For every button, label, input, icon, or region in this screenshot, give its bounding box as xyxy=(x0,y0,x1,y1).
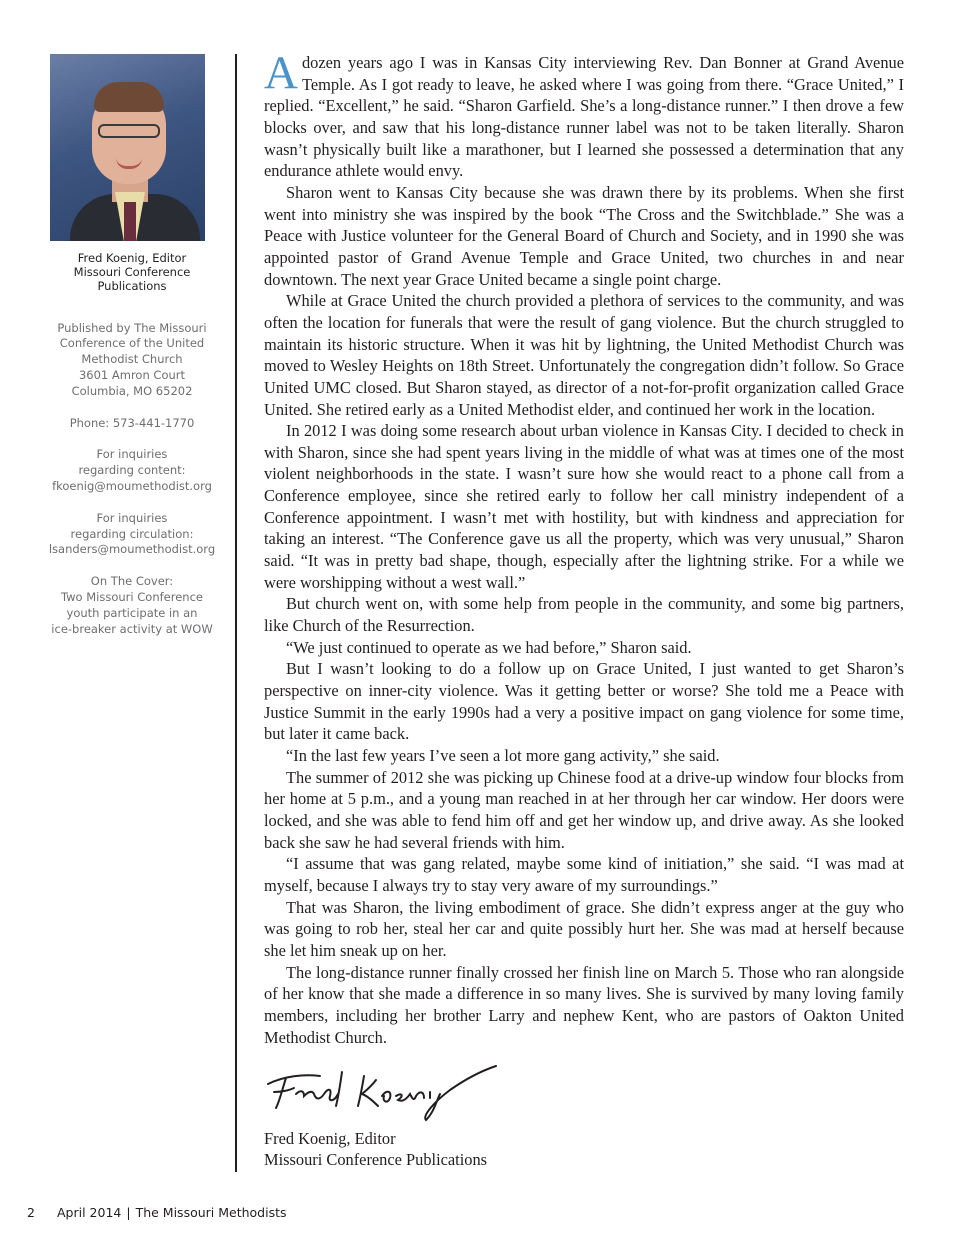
article-paragraph: “We just continued to operate as we had before,” Sharon said. xyxy=(286,637,692,657)
editor-photo xyxy=(50,54,205,241)
article-paragraph: While at Grace United the church provided a plethora of services to the community, and was often the location for funerals that were the result of gang violence. But the church struggled to maintain its historic structure. When it was hit by lightning, the United Methodist Church was moved to Wesley Heights on 18th Street. Unfortunately the congregation didn’t follow. So Grace United UMC closed. But Sharon stayed, as director of a not-for-profit organization called Grace United. She retired early as a United Methodist elder, and continued her work in the location. xyxy=(264,291,904,419)
publication-name: The Missouri Methodists xyxy=(135,1205,287,1220)
caption-line: Publications xyxy=(97,279,167,294)
issue-date: April 2014 xyxy=(57,1205,122,1220)
sidebar xyxy=(48,54,216,637)
article-paragraph: The long-distance runner finally crossed her finish line on March 5. Those who ran alongside of her know that she made a difference in so many lives. She is survived by many loving family members, including her brother Larry and nephew Kent, who are pastors of Oakton United Methodist Church. xyxy=(264,962,904,1047)
article-paragraph: But church went on, with some help from people in the community, and some big partners, like Church of the Resurrection. xyxy=(264,594,904,636)
signoff-name: Fred Koenig, Editor xyxy=(264,1128,396,1148)
caption-line: Fred Koenig, Editor xyxy=(77,251,187,265)
article-paragraph: The summer of 2012 she was picking up Chinese food at a drive-up window four blocks from her home at 5 p.m., and a young man reached in at her through her car window. Her doors were locked, and she was able to fend him off and get her window up, and drive away. As she looked back she saw he had several friends with him. xyxy=(264,767,904,852)
drop-cap: A xyxy=(264,47,298,99)
cover-description: On The Cover: Two Missouri Conference youth participate in an ice-breaker activity at WOW xyxy=(51,574,213,636)
caption-line: Missouri Conference xyxy=(73,265,191,280)
signoff xyxy=(264,1128,904,1171)
article-paragraph: Sharon went to Kansas City because she was drawn there by its problems. When she first went into ministry she was inspired by the book “The Cross and the Switchblade.” She was a Peace with Justice volunteer for the General Board of Church and Society, and in 1990 she was appointed pastor of Grand Avenue Temple and Grace United, two churches in and near downtown. The next year Grace United became a single point charge. xyxy=(264,182,904,289)
article-paragraph: “I assume that was gang related, maybe some kind of initiation,” she said. “I was mad at myself, because I always try to stay very aware of my surroundings.” xyxy=(264,854,904,895)
editorial-article xyxy=(264,47,904,1171)
article-paragraph: “In the last few years I’ve seen a lot more gang activity,” she said. xyxy=(286,746,720,765)
page-number: 2 xyxy=(27,1205,35,1220)
footer-separator: | xyxy=(126,1205,131,1220)
photo-caption xyxy=(48,251,216,294)
article-paragraph: Adozen years ago I was in Kansas City interviewing Rev. Dan Bonner at Grand Avenue Temple. As I got ready to leave, he asked where I was going from there. “Grace United,” I replied. “Excellent,” he said. “Sharon Garfield. She’s a long-distance runner.” I then drove a few blocks over, and saw that his long-distance runner label was not to be taken literally. Sharon wasn’t physically built like a marathoner, but I learned she possessed a determination that any endurance athlete would envy. xyxy=(264,47,904,181)
signoff-title: Missouri Conference Publications xyxy=(264,1150,488,1170)
publisher-info: Published by The Missouri Conference of the United Methodist Church 3601 Amron Court Columbia, MO 65202 xyxy=(57,320,207,398)
circulation-inquiries: For inquiries regarding circulation: lsanders@moumethodist.org xyxy=(48,510,216,557)
content-email-link[interactable]: fkoenig@moumethodist.org xyxy=(52,478,212,493)
column-divider xyxy=(235,54,237,1172)
article-paragraph: But I wasn’t looking to do a follow up on Grace United, I just wanted to get Sharon’s perspective on inner-city violence. Was it getting better or worse? She told me a Peace with Justice Summit in the early 1990s had a very a positive impact on gang violence for some time, but later it came back. xyxy=(264,659,904,744)
handwritten-signature xyxy=(264,1062,504,1122)
content-inquiries: For inquiries regarding content: fkoenig@moumethodist.org xyxy=(48,447,216,494)
phone-info: Phone: 573-441-1770 xyxy=(69,415,195,430)
article-paragraph: In 2012 I was doing some research about urban violence in Kansas City. I decided to check in with Sharon, since she had spent years living in the middle of what was at times one of the most violent neighborhoods in the state. I wasn’t sure how she would react to a phone call from a Conference employee, since she retired early to follow her call ministry independent of a Conference appointment. I wasn’t met with hostility, but with kindness and appreciation for taking an interest. “The Conference gave us all the property, which was very unusual,” Sharon said. “It was in pretty bad shape, though, especially after the lightning strike. For a while we were worshipping without a west wall.” xyxy=(264,421,904,592)
circulation-email-link[interactable]: lsanders@moumethodist.org xyxy=(48,542,216,557)
article-paragraph: That was Sharon, the living embodiment of grace. She didn’t express anger at the guy who was going to rob her, steal her car and quite possibly hurt her. She was mad at herself because she let him sneak up on her. xyxy=(264,897,904,960)
page-footer xyxy=(27,1205,287,1220)
